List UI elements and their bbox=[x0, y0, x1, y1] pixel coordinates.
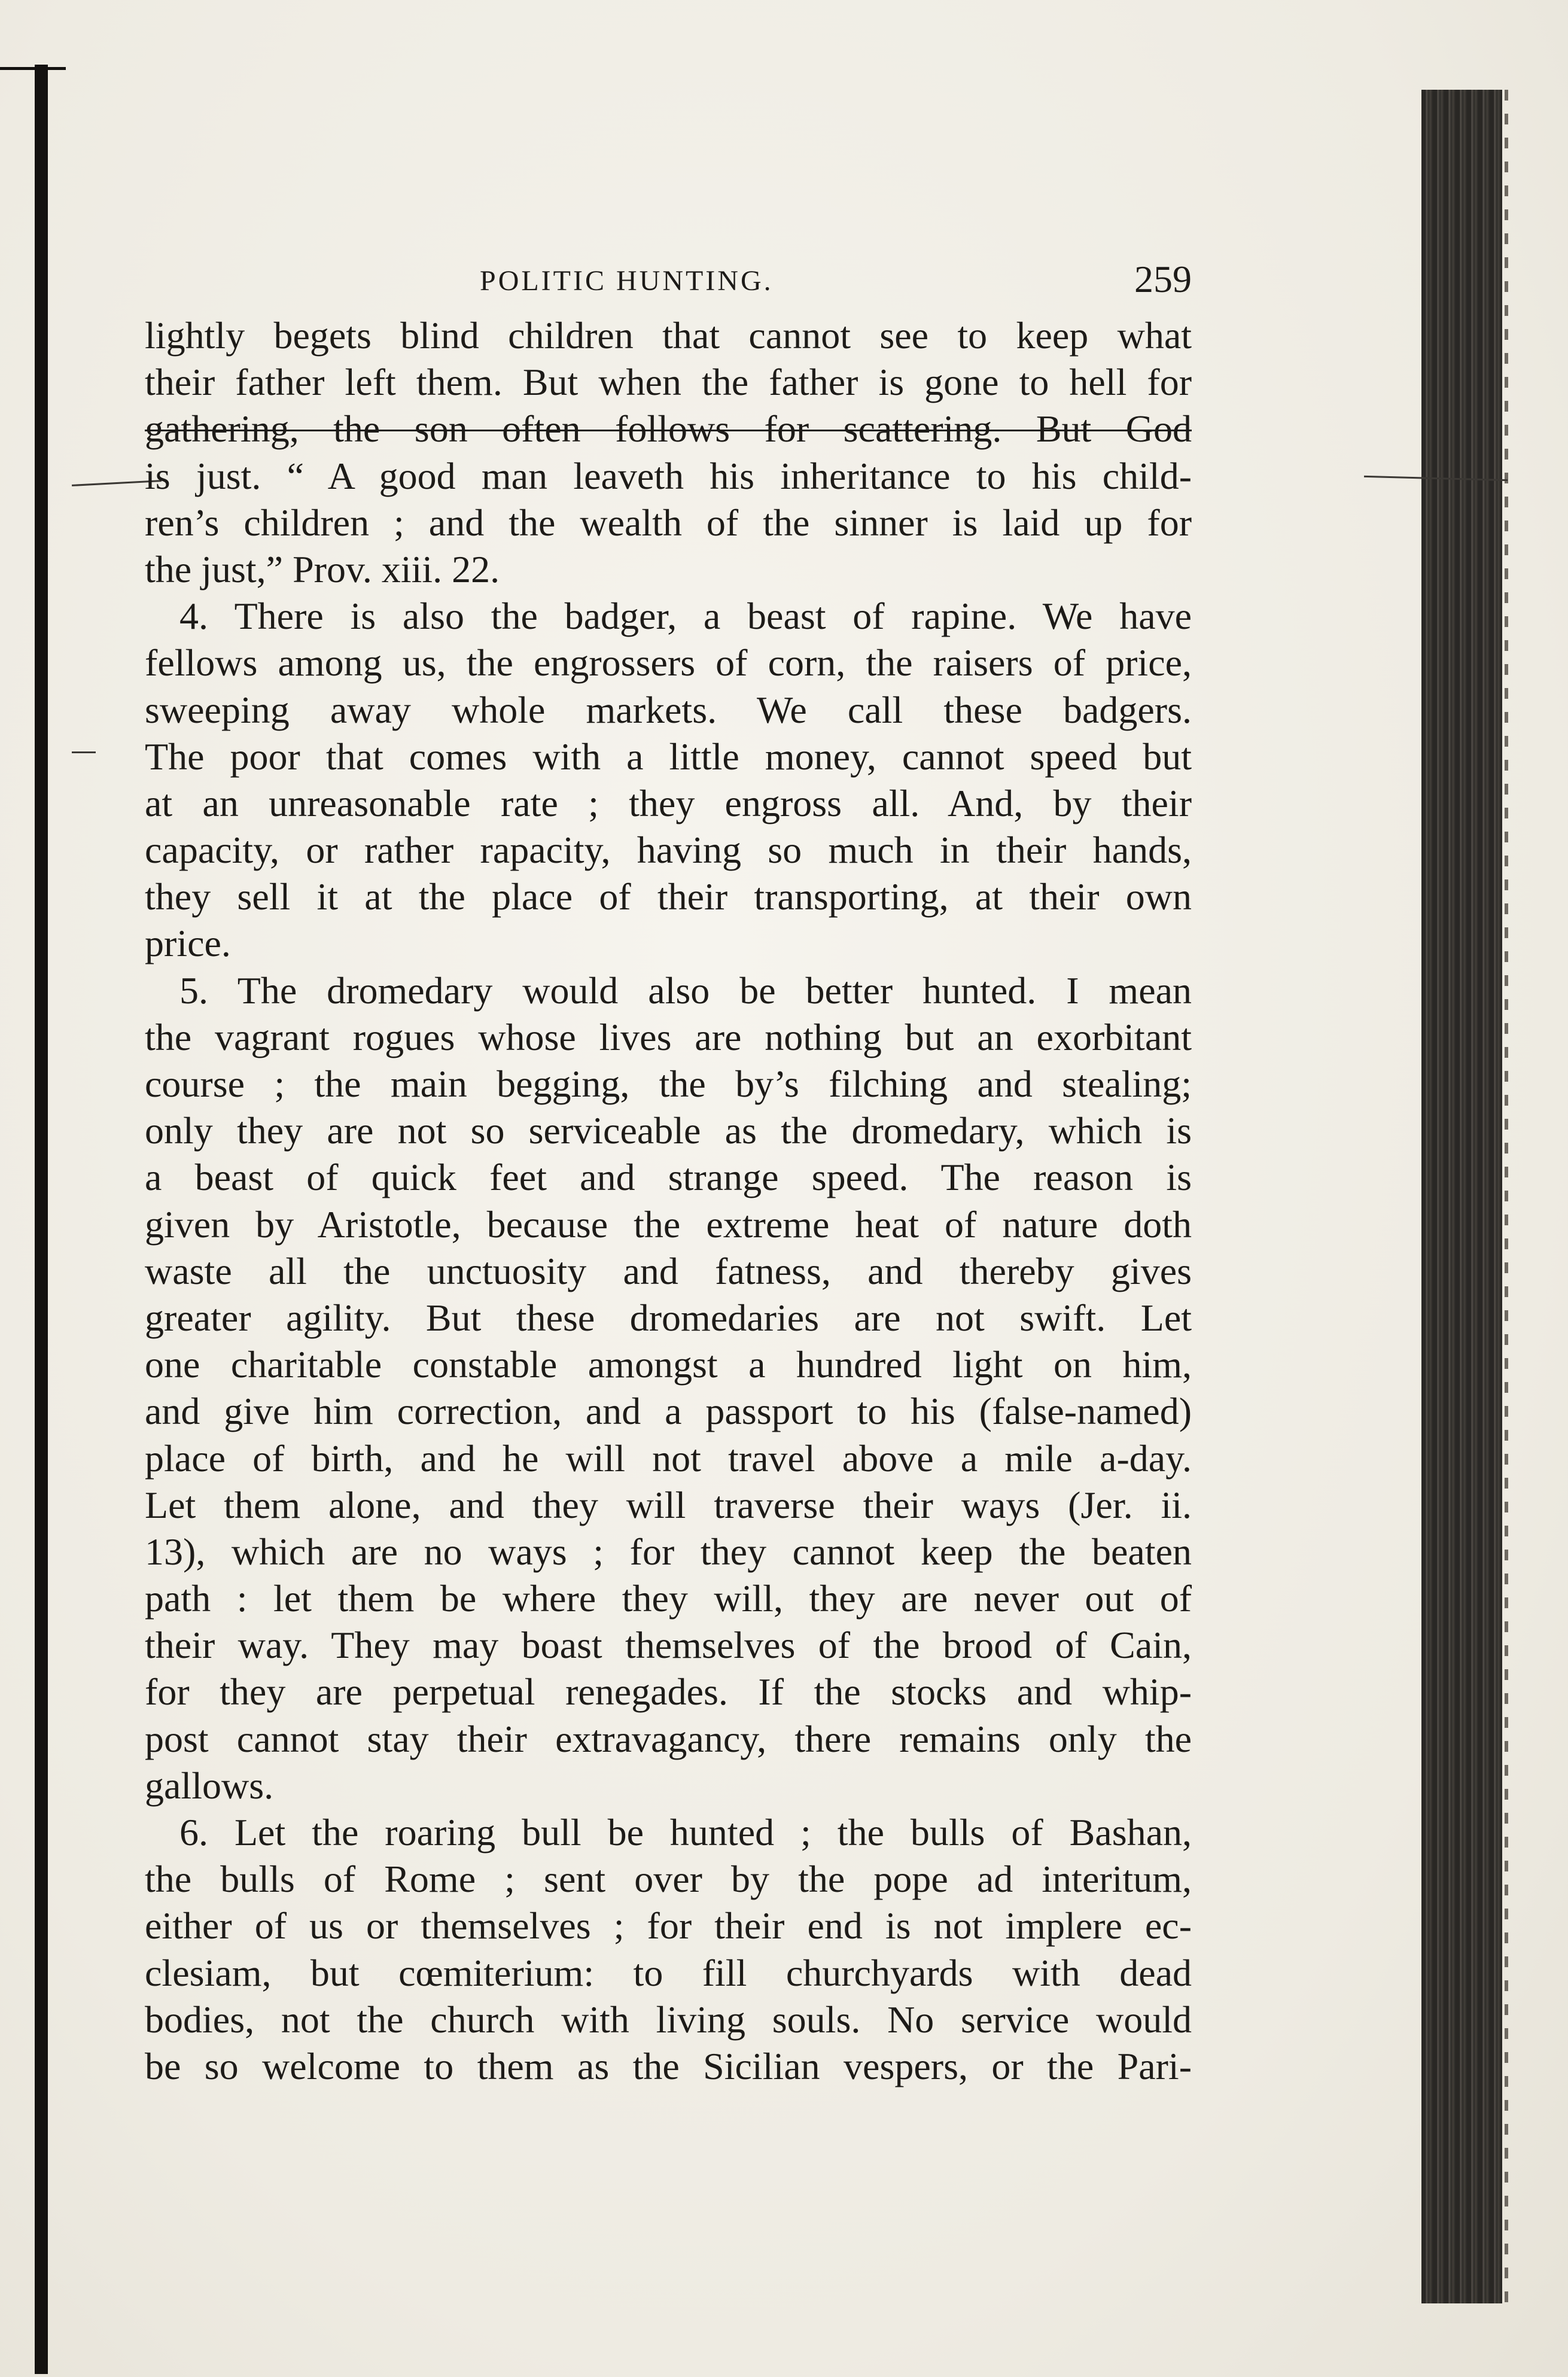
text-line: the bulls of Rome ; sent over by the pope ad interitum, bbox=[145, 1858, 1192, 1901]
paragraph-2 bbox=[145, 593, 1192, 967]
page-header bbox=[145, 257, 1192, 311]
text-line: a beast of quick feet and strange speed. The reason is bbox=[145, 1156, 1192, 1199]
text-line: 13), which are no ways ; for they cannot keep the beaten bbox=[145, 1530, 1192, 1573]
text-line: The poor that comes with a little money, cannot speed but bbox=[145, 735, 1192, 778]
text-line: and give him correction, and a passport to his (false-named) bbox=[145, 1390, 1192, 1433]
text-line: fellows among us, the engrossers of corn, the raisers of price, bbox=[145, 641, 1192, 684]
text-line: they sell it at the place of their transporting, at their own bbox=[145, 875, 1192, 918]
stray-dash-mark bbox=[72, 751, 96, 753]
text-line: post cannot stay their extravagancy, there remains only the bbox=[145, 1717, 1192, 1760]
text-line-struck: gathering, the son often follows for scattering. But God bbox=[145, 407, 1192, 451]
body-text bbox=[145, 312, 1192, 2090]
text-line: given by Aristotle, because the extreme heat of nature doth bbox=[145, 1203, 1192, 1246]
text-line: greater agility. But these dromedaries are not swift. Let bbox=[145, 1296, 1192, 1339]
text-line: clesiam, but cœmiterium: to fill churchyards with dead bbox=[145, 1951, 1192, 1994]
right-binding-spine bbox=[1421, 90, 1502, 2303]
text-line: place of birth, and he will not travel above a mile a-day. bbox=[145, 1436, 1192, 1480]
text-line: bodies, not the church with living souls. No service would bbox=[145, 1998, 1192, 2041]
text-line: their way. They may boast themselves of the brood of Cain, bbox=[145, 1624, 1192, 1667]
text-line: one charitable constable amongst a hundred light on him, bbox=[145, 1343, 1192, 1386]
paragraph-1 bbox=[145, 312, 1192, 593]
text-line: only they are not so serviceable as the dromedary, which is bbox=[145, 1109, 1192, 1152]
text-line: gallows. bbox=[145, 1764, 274, 1807]
text-line: waste all the unctuosity and fatness, and thereby gives bbox=[145, 1249, 1192, 1292]
text-line: 6. Let the roaring bull be hunted ; the bulls of Bashan, bbox=[179, 1811, 1192, 1853]
text-line: is just. “ A good man leaveth his inheritance to his child- bbox=[145, 454, 1192, 497]
text-line: for they are perpetual renegades. If the stocks and whip- bbox=[145, 1670, 1192, 1713]
text-line: 5. The dromedary would also be better hunted. I mean bbox=[179, 969, 1192, 1012]
text-line: the vagrant rogues whose lives are nothing but an exorbitant bbox=[145, 1015, 1192, 1058]
text-line: Let them alone, and they will traverse their ways (Jer. ii. bbox=[145, 1483, 1192, 1526]
text-line: course ; the main begging, the by’s filching and stealing; bbox=[145, 1063, 1192, 1105]
text-line: be so welcome to them as the Sicilian vespers, or the Pari- bbox=[145, 2044, 1192, 2087]
text-line: path : let them be where they will, they are never out of bbox=[145, 1577, 1192, 1620]
right-spine-edge bbox=[1505, 90, 1508, 2303]
text-line: their father left them. But when the father is gone to hell for bbox=[145, 361, 1192, 404]
text-line: ren’s children ; and the wealth of the sinner is laid up for bbox=[145, 501, 1192, 544]
text-line: price. bbox=[145, 922, 231, 965]
left-crop-mark bbox=[0, 67, 66, 70]
text-line: lightly begets blind children that cannot see to keep what bbox=[145, 314, 1192, 357]
left-binding-shadow bbox=[35, 65, 48, 2374]
text-line: 4. There is also the badger, a beast of rapine. We have bbox=[179, 595, 1192, 638]
paragraph-3 bbox=[145, 967, 1192, 1809]
paragraph-4 bbox=[145, 1809, 1192, 2090]
text-line: capacity, or rather rapacity, having so much in their hands, bbox=[145, 829, 1192, 872]
text-line: the just,” Prov. xiii. 22. bbox=[145, 547, 500, 591]
text-line: at an unreasonable rate ; they engross all. And, by their bbox=[145, 781, 1192, 824]
text-line: either of us or themselves ; for their end is not implere ec- bbox=[145, 1904, 1192, 1947]
running-head: POLITIC HUNTING. bbox=[480, 265, 774, 297]
text-line: sweeping away whole markets. We call these badgers. bbox=[145, 688, 1192, 731]
page-number: 259 bbox=[1134, 258, 1192, 300]
